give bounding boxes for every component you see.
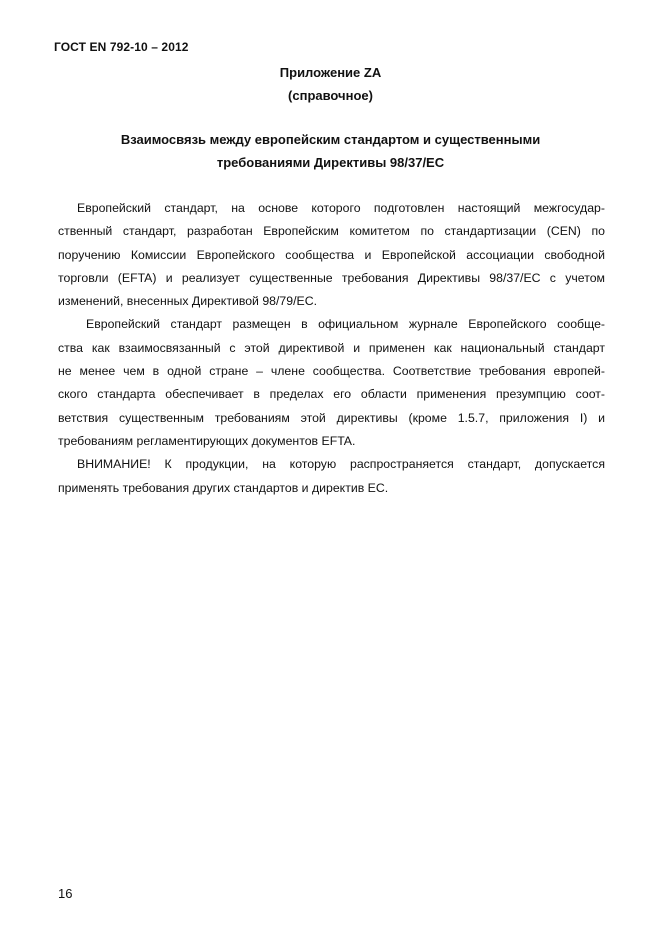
text-line: изменений, внесенных Директивой 98/79/ЕС.	[58, 294, 318, 309]
document-code: ГОСТ EN 792-10 – 2012	[54, 40, 189, 54]
text-line: ветствия существенным требованиям этой директивы (кроме 1.5.7, приложения I) и	[58, 410, 605, 425]
annex-title: Приложение ZA	[279, 65, 382, 80]
text-line: ВНИМАНИЕ! К продукции, на которую распространяется стандарт, допускается	[77, 457, 605, 472]
section-heading-line-1: Взаимосвязь между европейским стандартом и существенными	[120, 132, 541, 147]
annex-subtitle: (справочное)	[288, 88, 373, 103]
text-line: поручению Комиссии Европейского сообщества и Европейской ассоциации свободной	[58, 247, 605, 262]
text-line: требованиям регламентирующих документов EFTA.	[58, 433, 356, 448]
body-text	[58, 197, 605, 500]
text-line: применять требования других стандартов и директив ЕС.	[58, 480, 389, 495]
text-line: ского стандарта обеспечивает в пределах его области применения презумпцию соот-	[58, 387, 605, 402]
paragraph	[58, 453, 605, 500]
text-line: торговли (EFTA) и реализует существенные требования Директивы 98/37/ЕС с учетом	[58, 270, 605, 285]
paragraph	[58, 197, 605, 313]
text-line: ства как взаимосвязанный с этой директивой и применен как национальный стандарт	[58, 340, 605, 355]
section-heading-line-2: требованиями Директивы 98/37/ЕС	[216, 155, 445, 170]
text-line: не менее чем в одной стране – члене сообщества. Соответствие требования европей-	[58, 364, 605, 379]
text-line: Европейский стандарт размещен в официальном журнале Европейского сообще-	[86, 317, 605, 332]
page-number: 16	[58, 886, 73, 901]
text-line: ственный стандарт, разработан Европейским комитетом по стандартизации (CEN) по	[58, 224, 605, 239]
text-line: Европейский стандарт, на основе которого подготовлен настоящий межгосудар-	[77, 201, 605, 215]
paragraph	[58, 313, 605, 453]
